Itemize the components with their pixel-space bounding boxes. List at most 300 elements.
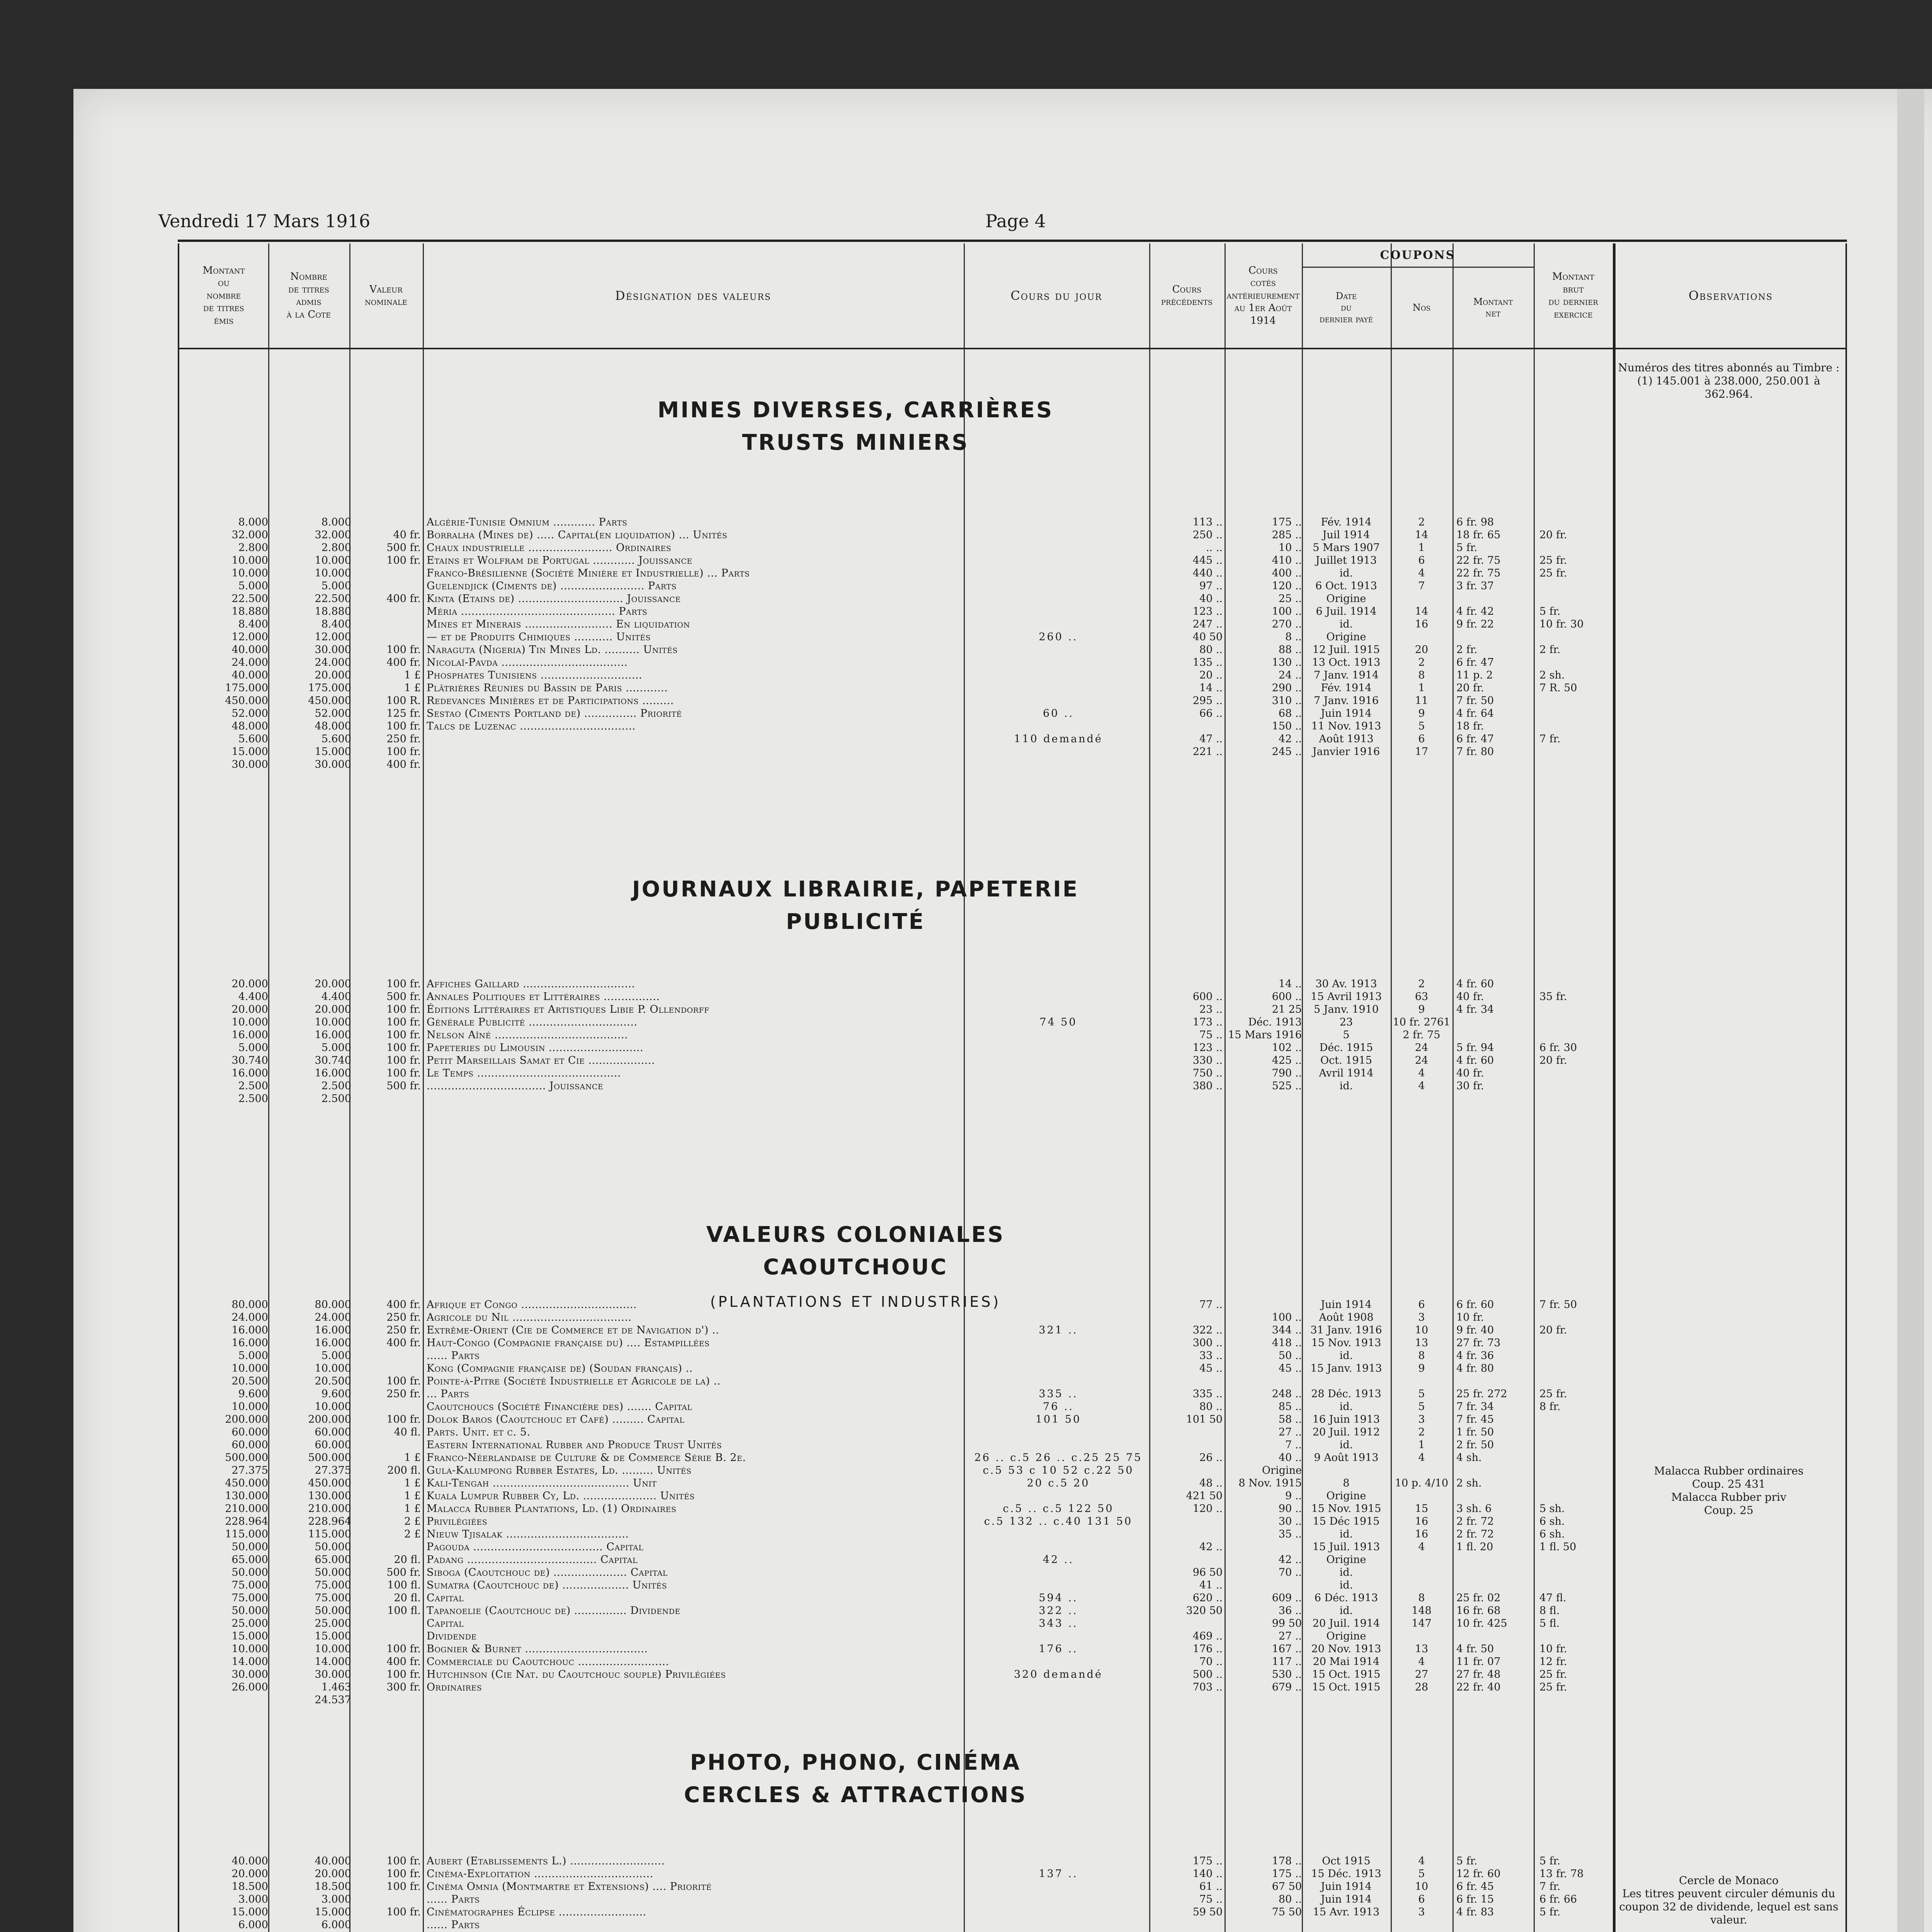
cours-du-jour-cell: 594 ..	[1039, 1592, 1078, 1604]
table-row	[179, 1655, 1845, 1668]
table-row	[179, 978, 1845, 990]
designation-cell: Eastern International Rubber and Produce Trust Unités	[427, 1439, 722, 1451]
cours-aout-cell: 70 ..	[1278, 1566, 1302, 1578]
table-row	[179, 1439, 1845, 1451]
nombre-admis-cell: 50.000	[315, 1566, 351, 1578]
coupon-number-cell: 7	[1418, 580, 1425, 592]
coupon-number-cell: 10	[1415, 1881, 1429, 1893]
coupon-net-cell: 25 fr. 272	[1456, 1388, 1507, 1400]
nombre-admis-cell: 10.000	[315, 1401, 351, 1413]
coupon-net-cell: 6 fr. 60	[1456, 1299, 1494, 1311]
cours-precedents-cell: 173 ..	[1192, 1016, 1223, 1028]
cours-du-jour-cell: 343 ..	[1039, 1617, 1078, 1629]
cours-precedents-cell: 120 ..	[1192, 1503, 1223, 1515]
coupon-net-cell: 22 fr. 75	[1456, 567, 1501, 579]
coupon-number-cell: 6	[1418, 554, 1425, 566]
montant-brut-cell: 6 fr. 30	[1539, 1042, 1577, 1054]
montant-cell: 5.000	[238, 580, 268, 592]
coupon-date-cell: Origine	[1326, 1490, 1366, 1502]
cours-precedents-cell: .. ..	[1206, 542, 1223, 554]
designation-cell: Redevances Minières et de Participations .........	[427, 695, 674, 707]
table-row	[179, 1029, 1845, 1041]
coupon-date-cell: 15 Janv. 1913	[1310, 1362, 1382, 1374]
cours-precedents-cell: 42 ..	[1199, 1541, 1223, 1553]
montant-brut-cell: 2 fr.	[1539, 644, 1561, 656]
cours-aout-cell: 270 ..	[1272, 618, 1302, 630]
valeur-nominale-cell: 250 fr.	[386, 1324, 421, 1336]
coupon-number-cell: 13	[1415, 1643, 1429, 1655]
designation-cell: Gula-Kalumpong Rubber Estates, Ld. ......... Unités	[427, 1464, 692, 1476]
coupon-net-cell: 6 fr. 15	[1456, 1893, 1494, 1905]
montant-cell: 15.000	[231, 1906, 268, 1918]
cours-precedents-cell: 75 ..	[1199, 1893, 1223, 1905]
coupon-number-cell: 5	[1418, 1401, 1425, 1413]
nombre-admis-cell: 6.000	[321, 1919, 351, 1931]
designation-cell: Naraguta (Nigeria) Tin Mines Ld. .......... Unités	[427, 644, 678, 656]
designation-cell: Agricole du Nil ..................................	[427, 1311, 632, 1323]
montant-cell: 210.000	[225, 1503, 268, 1515]
cours-du-jour-cell: 260 ..	[1039, 631, 1078, 643]
montant-cell: 27.375	[231, 1464, 268, 1476]
coupon-number-cell: 24	[1415, 1054, 1429, 1066]
designation-cell: ...... Parts	[427, 1350, 480, 1362]
nombre-admis-cell: 18.500	[315, 1881, 351, 1893]
designation-cell: Etains et Wolfram de Portugal ............ Jouissance	[427, 554, 692, 566]
cours-precedents-cell: 295 ..	[1192, 695, 1223, 707]
valeur-nominale-cell: 250 fr.	[386, 1311, 421, 1323]
designation-cell: Phosphates Tunisiens .............................	[427, 669, 643, 681]
table-row	[179, 1630, 1845, 1643]
coupon-net-cell: 4 fr. 60	[1456, 978, 1494, 990]
coupon-date-cell: 15 Nov. 1915	[1311, 1503, 1381, 1515]
coupon-date-cell: 6 Juil. 1914	[1316, 605, 1377, 617]
nombre-admis-cell: 25.000	[315, 1617, 351, 1629]
coupon-number-cell: 147	[1412, 1617, 1432, 1629]
table-row	[179, 516, 1845, 529]
section-title-journaux: JOURNAUX LIBRAIRIE, PAPETERIE PUBLICITÉ	[632, 877, 1079, 934]
cours-aout-cell: 245 ..	[1272, 746, 1302, 758]
valeur-nominale-cell: 100 fr.	[386, 1906, 421, 1918]
table-row	[179, 1515, 1845, 1528]
table-row	[179, 1592, 1845, 1604]
valeur-nominale-cell: 20 fl.	[394, 1592, 421, 1604]
coupon-date-cell: 20 Mai 1914	[1313, 1656, 1380, 1668]
coupon-net-cell: 27 fr. 48	[1456, 1668, 1501, 1680]
cours-precedents-cell: 40 ..	[1199, 593, 1223, 605]
coupon-net-cell: 10 fr.	[1456, 1311, 1484, 1323]
coupon-net-cell: 22 fr. 40	[1456, 1681, 1501, 1693]
coupon-date-cell: Juin 1914	[1321, 1299, 1372, 1311]
table-row	[179, 1400, 1845, 1413]
cours-precedents-cell: 469 ..	[1192, 1630, 1223, 1642]
nombre-admis-cell: 30.740	[315, 1054, 351, 1066]
montant-cell: 26.000	[231, 1681, 268, 1693]
cours-precedents-cell: 300 ..	[1192, 1337, 1223, 1349]
nombre-admis-cell: 8.000	[321, 516, 351, 528]
table-row	[179, 1451, 1845, 1464]
coupon-date-cell: 6 Oct. 1913	[1315, 580, 1377, 592]
montant-brut-cell: 10 fr.	[1539, 1643, 1567, 1655]
coupon-number-cell: 3	[1418, 1311, 1425, 1323]
montant-cell: 450.000	[225, 695, 268, 707]
designation-cell: Kong (Compagnie française de) (Soudan français) ..	[427, 1362, 693, 1374]
cours-aout-cell: 90 ..	[1278, 1503, 1302, 1515]
coupon-date-cell: 5 Janv. 1910	[1314, 1003, 1379, 1015]
cours-precedents-cell: 135 ..	[1192, 656, 1223, 668]
table-row	[179, 1643, 1845, 1655]
designation-cell: Sestao (Ciments Portland de) ............... Priorité	[427, 707, 682, 719]
header-cours-du-jour: Cours du jour	[1010, 288, 1102, 303]
coupon-number-cell: 13	[1415, 1337, 1429, 1349]
cours-aout-cell: 790 ..	[1272, 1067, 1302, 1079]
nombre-admis-cell: 80.000	[315, 1299, 351, 1311]
table-row	[179, 1054, 1845, 1067]
cours-aout-cell: 400 ..	[1272, 567, 1302, 579]
nombre-admis-cell: 22.500	[315, 593, 351, 605]
designation-cell: Générale Publicité ...............................	[427, 1016, 638, 1028]
nombre-admis-cell: 8.400	[321, 618, 351, 630]
table-row	[179, 1855, 1845, 1867]
cours-du-jour-cell: 74 50	[1039, 1016, 1077, 1028]
cours-du-jour-cell: 176 ..	[1039, 1643, 1078, 1655]
coupon-net-cell: 4 fr. 50	[1456, 1643, 1494, 1655]
header-cours-precedents: Cours précédents	[1161, 283, 1213, 308]
designation-cell: Tapanoelie (Caoutchouc de) ............... Dividende	[427, 1605, 680, 1617]
cours-du-jour-cell: c.5 132 .. c.40 131 50	[984, 1515, 1133, 1527]
coupon-net-cell: 7 fr. 80	[1456, 746, 1494, 758]
montant-cell: 50.000	[231, 1541, 268, 1553]
table-row	[179, 990, 1845, 1003]
nombre-admis-cell: 20.000	[315, 1868, 351, 1880]
coupon-number-cell: 8	[1418, 1350, 1425, 1362]
price-table	[178, 243, 1847, 1932]
coupon-date-cell: 16 Juin 1913	[1312, 1413, 1380, 1425]
valeur-nominale-cell: 100 R.	[386, 695, 421, 707]
cours-aout-cell: Déc. 1913	[1248, 1016, 1302, 1028]
valeur-nominale-cell: 1 £	[404, 1490, 421, 1502]
cours-aout-cell: 130 ..	[1272, 656, 1302, 668]
coupon-number-cell: 5	[1418, 1388, 1425, 1400]
coupon-net-cell: 22 fr. 75	[1456, 554, 1501, 566]
valeur-nominale-cell: 200 fl.	[387, 1464, 421, 1476]
table-row	[179, 1337, 1845, 1349]
nombre-admis-cell: 52.000	[315, 707, 351, 719]
designation-cell: Cinéma Omnia (Montmartre et Extensions) .... Priorité	[427, 1881, 712, 1893]
montant-cell: 20.000	[231, 1868, 268, 1880]
coupon-number-cell: 1	[1418, 682, 1425, 694]
montant-cell: 80.000	[231, 1299, 268, 1311]
coupon-date-cell: 12 Juil. 1915	[1312, 644, 1380, 656]
montant-cell: 12.000	[231, 631, 268, 643]
designation-cell: Borralha (Mines de) ..... Capital(en liquidation) ... Unités	[427, 529, 728, 541]
valeur-nominale-cell: 100 fr.	[386, 1042, 421, 1054]
cours-precedents-cell: 48 ..	[1199, 1477, 1223, 1489]
coupon-net-cell: 6 fr. 47	[1456, 656, 1494, 668]
nombre-admis-cell: 10.000	[315, 1643, 351, 1655]
designation-cell: Talcs de Luzenac .................................	[427, 720, 636, 732]
nombre-admis-cell: 9.600	[321, 1388, 351, 1400]
valeur-nominale-cell: 100 fr.	[386, 1029, 421, 1041]
designation-cell: Dolok Baros (Caoutchouc et Café) ......... Capital	[427, 1413, 685, 1425]
cours-aout-cell: 80 ..	[1278, 1893, 1302, 1905]
montant-brut-cell: 7 R. 50	[1539, 682, 1577, 694]
montant-cell: 30.000	[231, 1668, 268, 1680]
cours-aout-cell: 42 ..	[1278, 1554, 1302, 1566]
header-coupon-date: Date du dernier payé	[1319, 291, 1373, 325]
nombre-admis-cell: 10.000	[315, 1016, 351, 1028]
montant-cell: 30.740	[231, 1054, 268, 1066]
cours-aout-cell: 40 ..	[1278, 1452, 1302, 1464]
nombre-admis-cell: 18.880	[315, 605, 351, 617]
table-row	[179, 1016, 1845, 1029]
coupon-number-cell: 9	[1418, 1003, 1425, 1015]
coupon-number-cell: 17	[1415, 746, 1429, 758]
table-row	[179, 656, 1845, 669]
nombre-admis-cell: 175.000	[308, 682, 351, 694]
coupon-net-cell: 4 fr. 34	[1456, 1003, 1494, 1015]
montant-cell: 5.000	[238, 1350, 268, 1362]
montant-cell: 60.000	[231, 1426, 268, 1438]
cours-aout-cell: 600 ..	[1272, 991, 1302, 1003]
table-row	[179, 580, 1845, 592]
table-row	[179, 1092, 1845, 1105]
designation-cell: Sumatra (Caoutchouc de) ................... Unités	[427, 1579, 667, 1591]
coupon-number-cell: 63	[1415, 991, 1429, 1003]
valeur-nominale-cell: 100 fr.	[386, 1054, 421, 1066]
cours-precedents-cell: 750 ..	[1192, 1067, 1223, 1079]
designation-cell: ...... Parts	[427, 1919, 480, 1931]
montant-cell: 10.000	[231, 1643, 268, 1655]
section-rows-mines	[179, 516, 1845, 771]
cours-aout-cell: 99 50	[1272, 1617, 1302, 1629]
cours-aout-cell: 530 ..	[1272, 1668, 1302, 1680]
cours-precedents-cell: 221 ..	[1192, 746, 1223, 758]
montant-cell: 75.000	[231, 1579, 268, 1591]
coupon-date-cell: 9 Août 1913	[1314, 1452, 1379, 1464]
nombre-admis-cell: 20.500	[315, 1375, 351, 1387]
nombre-admis-cell: 24.537	[315, 1694, 351, 1706]
coupon-number-cell: 15	[1415, 1503, 1429, 1515]
coupon-net-cell: 12 fr. 60	[1456, 1868, 1501, 1880]
table-row	[179, 1604, 1845, 1617]
table-row	[179, 694, 1845, 707]
cours-du-jour-cell: c.5 53 c 10 52 c.22 50	[983, 1464, 1134, 1476]
valeur-nominale-cell: 100 fr.	[386, 978, 421, 990]
cours-precedents-cell: 97 ..	[1199, 580, 1223, 592]
cours-precedents-cell: 176 ..	[1192, 1643, 1223, 1655]
valeur-nominale-cell: 100 fr.	[386, 1855, 421, 1867]
coupon-number-cell: 1	[1418, 542, 1425, 554]
cours-aout-cell: 410 ..	[1272, 554, 1302, 566]
coupon-net-cell: 11 fr. 07	[1456, 1656, 1501, 1668]
cours-aout-cell: 27 ..	[1278, 1630, 1302, 1642]
nombre-admis-cell: 50.000	[315, 1605, 351, 1617]
table-row	[179, 567, 1845, 580]
montant-cell: 115.000	[225, 1528, 268, 1540]
cours-precedents-cell: 59 50	[1192, 1906, 1223, 1918]
coupon-date-cell: Juin 1914	[1321, 1881, 1372, 1893]
table-row	[179, 1681, 1845, 1694]
cours-aout-cell: 10 ..	[1278, 542, 1302, 554]
coupon-date-cell: id.	[1339, 618, 1353, 630]
cours-precedents-cell: 250 ..	[1192, 529, 1223, 541]
designation-cell: Nieuw Tjisalak ...................................	[427, 1528, 629, 1540]
cours-precedents-cell: 123 ..	[1192, 1042, 1223, 1054]
nombre-admis-cell: 15.000	[315, 1630, 351, 1642]
cours-aout-cell: 178 ..	[1272, 1855, 1302, 1867]
table-row	[179, 1541, 1845, 1553]
coupon-number-cell: 16	[1415, 618, 1429, 630]
coupon-net-cell: 3 fr. 37	[1456, 580, 1494, 592]
montant-brut-cell: 5 fl.	[1539, 1617, 1560, 1629]
designation-cell: .................................. Jouissance	[427, 1080, 604, 1092]
coupon-number-cell: 1	[1418, 1439, 1425, 1451]
designation-cell: Mines et Minerais ......................... En liquidation	[427, 618, 690, 630]
cours-precedents-cell: 41 ..	[1199, 1579, 1223, 1591]
montant-cell: 3.000	[238, 1893, 268, 1905]
coupon-number-cell: 11	[1415, 695, 1429, 707]
montant-brut-cell: 8 fr.	[1539, 1401, 1561, 1413]
nombre-admis-cell: 30.000	[315, 759, 351, 770]
valeur-nominale-cell: 100 fr.	[386, 1643, 421, 1655]
coupon-number-cell: 16	[1415, 1515, 1429, 1527]
coupon-date-cell: Juin 1914	[1321, 707, 1372, 719]
coupon-net-cell: 27 fr. 73	[1456, 1337, 1501, 1349]
montant-cell: 22.500	[231, 593, 268, 605]
designation-cell: Afrique et Congo .................................	[427, 1299, 637, 1311]
cours-aout-cell: 30 ..	[1278, 1515, 1302, 1527]
cours-precedents-cell: 47 ..	[1199, 733, 1223, 745]
cours-precedents-cell: 70 ..	[1199, 1656, 1223, 1668]
coupon-date-cell: Oct 1915	[1322, 1855, 1371, 1867]
coupon-date-cell: 15 Déc 1915	[1313, 1515, 1380, 1527]
montant-brut-cell: 5 sh.	[1539, 1503, 1565, 1515]
table-row	[179, 1553, 1845, 1566]
nombre-admis-cell: 75.000	[315, 1592, 351, 1604]
table-row	[179, 1311, 1845, 1324]
designation-cell: Padang ..................................... Capital	[427, 1554, 638, 1566]
valeur-nominale-cell: 500 fr.	[386, 1080, 421, 1092]
montant-brut-cell: 6 sh.	[1539, 1528, 1565, 1540]
coupon-date-cell: 7 Janv. 1914	[1314, 669, 1379, 681]
designation-cell: ... Parts	[427, 1388, 469, 1400]
cours-du-jour-cell: 20 c.5 20	[1027, 1477, 1090, 1489]
montant-cell: 500.000	[225, 1452, 268, 1464]
nombre-admis-cell: 60.000	[315, 1439, 351, 1451]
coupon-date-cell: 28 Déc. 1913	[1311, 1388, 1381, 1400]
montant-cell: 5.000	[238, 1042, 268, 1054]
coupon-net-cell: 10 fr. 425	[1456, 1617, 1507, 1629]
cours-aout-cell: 175 ..	[1272, 1868, 1302, 1880]
coupon-number-cell: 3	[1418, 1906, 1425, 1918]
coupon-net-cell: 7 fr. 50	[1456, 695, 1494, 707]
montant-cell: 60.000	[231, 1439, 268, 1451]
designation-cell: Siboga (Caoutchouc de) ..................... Capital	[427, 1566, 668, 1578]
cours-precedents-cell: 26 ..	[1199, 1452, 1223, 1464]
cours-aout-cell: 50 ..	[1278, 1350, 1302, 1362]
table-row	[179, 1490, 1845, 1502]
coupon-net-cell: 18 fr.	[1456, 720, 1484, 732]
nombre-admis-cell: 5.000	[321, 580, 351, 592]
montant-cell: 2.800	[238, 542, 268, 554]
montant-cell: 65.000	[231, 1554, 268, 1566]
montant-cell: 40.000	[231, 669, 268, 681]
cours-precedents-cell: 703 ..	[1192, 1681, 1223, 1693]
nombre-admis-cell: 4.400	[321, 991, 351, 1003]
designation-cell: Kinta (Etains de) .............................. Jouissance	[427, 593, 681, 605]
designation-cell: — et de Produits Chimiques ........... Unités	[427, 631, 651, 643]
montant-cell: 20.500	[231, 1375, 268, 1387]
montant-brut-cell: 6 fr. 66	[1539, 1893, 1577, 1905]
montant-cell: 52.000	[231, 707, 268, 719]
cours-precedents-cell: 335 ..	[1192, 1388, 1223, 1400]
coupon-net-cell: 2 fr. 72	[1456, 1515, 1494, 1527]
table-row	[179, 1362, 1845, 1375]
coupon-number-cell: 3	[1418, 1413, 1425, 1425]
montant-cell: 32.000	[231, 529, 268, 541]
cours-aout-cell: 68 ..	[1278, 707, 1302, 719]
nombre-admis-cell: 24.000	[315, 656, 351, 668]
coupon-date-cell: 15 Avril 1913	[1310, 991, 1382, 1003]
coupon-date-cell: 13 Oct. 1913	[1312, 656, 1381, 668]
designation-cell: Capital	[427, 1592, 464, 1604]
cours-aout-cell: 7 ..	[1285, 1439, 1302, 1451]
valeur-nominale-cell: 100 fr.	[386, 1016, 421, 1028]
cours-precedents-cell: 66 ..	[1199, 707, 1223, 719]
cours-aout-cell: 14 ..	[1278, 978, 1302, 990]
table-row	[179, 592, 1845, 605]
cours-precedents-cell: 20 ..	[1199, 669, 1223, 681]
header-coupon-number: Nos	[1412, 302, 1431, 313]
coupon-date-cell: id.	[1339, 1605, 1353, 1617]
coupon-net-cell: 4 fr. 60	[1456, 1054, 1494, 1066]
designation-cell: Éditions Littéraires et Artistiques Libie P. Ollendorff	[427, 1003, 709, 1015]
cours-precedents-cell: 101 50	[1186, 1413, 1223, 1425]
cours-aout-cell: 609 ..	[1272, 1592, 1302, 1604]
cours-precedents-cell: 600 ..	[1192, 991, 1223, 1003]
coupon-date-cell: 15 Oct. 1915	[1312, 1668, 1381, 1680]
section-subtitle-coloniales: (PLANTATIONS ET INDUSTRIES)	[710, 1293, 1001, 1310]
nombre-admis-cell: 60.000	[315, 1426, 351, 1438]
cours-aout-cell: 75 50	[1272, 1906, 1302, 1918]
coupon-number-cell: 10 p. 4/10	[1395, 1477, 1449, 1489]
coupon-net-cell: 9 fr. 40	[1456, 1324, 1494, 1336]
cours-aout-cell: 67 50	[1272, 1881, 1302, 1893]
table-row	[179, 1918, 1845, 1931]
valeur-nominale-cell: 20 fl.	[394, 1554, 421, 1566]
nombre-admis-cell: 10.000	[315, 1362, 351, 1374]
cours-du-jour-cell: 137 ..	[1039, 1868, 1078, 1880]
cours-aout-cell: 25 ..	[1278, 593, 1302, 605]
coupon-number-cell: 5	[1418, 720, 1425, 732]
designation-cell: Caoutchoucs (Société Financière des) ....... Capital	[427, 1401, 692, 1413]
coupon-net-cell: 11 p. 2	[1456, 669, 1493, 681]
table-row	[179, 1906, 1845, 1918]
coupon-number-cell: 148	[1412, 1605, 1432, 1617]
cours-du-jour-cell: 322 ..	[1039, 1605, 1078, 1617]
nombre-admis-cell: 2.800	[321, 542, 351, 554]
designation-cell: Petit Marseillais Samat et Cie ...................	[427, 1054, 655, 1066]
cours-aout-cell: 88 ..	[1278, 644, 1302, 656]
montant-cell: 2.500	[238, 1080, 268, 1092]
montant-cell: 450.000	[225, 1477, 268, 1489]
top-rule	[178, 240, 1847, 242]
cours-aout-cell: 9 ..	[1285, 1490, 1302, 1502]
cours-precedents-cell: 14 ..	[1199, 682, 1223, 694]
coupon-date-cell: Origine	[1326, 1630, 1366, 1642]
table-row	[179, 745, 1845, 758]
cours-aout-cell: 24 ..	[1278, 669, 1302, 681]
